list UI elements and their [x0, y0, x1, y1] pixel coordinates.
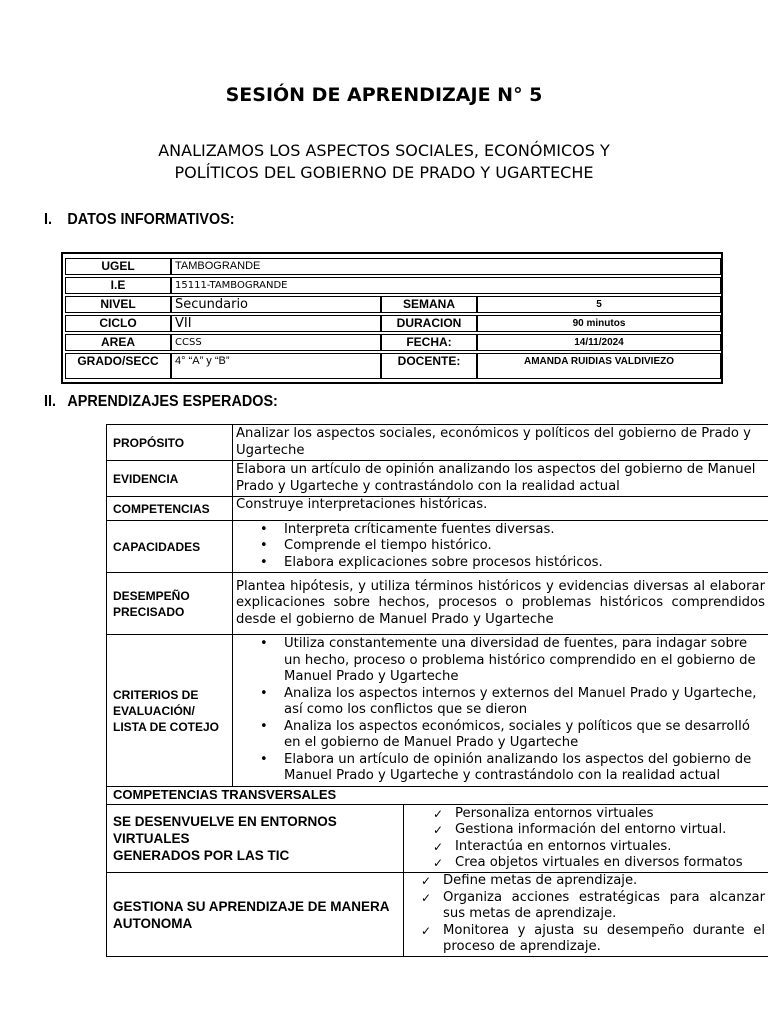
list-item: ✓ Interactúa en entornos virtuales.: [455, 839, 765, 856]
list-item: • Comprende el tiempo histórico.: [284, 538, 765, 555]
list-item: • Analiza los aspectos internos y externos del Manuel Prado y Ugarteche, así como los conflictos que se dieron: [284, 686, 765, 719]
desempeno-text: Plantea hipótesis, y utiliza términos históricos y evidencias diversas al elaborar explicaciones sobre hechos, procesos o problemas históricos comprendidos desde el gobierno de Manuel Prado y Ugarteche: [233, 573, 768, 635]
gestiona-label-line-1: GESTIONA SU APRENDIZAJE DE MANERA: [113, 898, 390, 914]
list-item: ✓ Personaliza entornos virtuales: [455, 806, 765, 823]
tic-label-line-1: SE DESENVUELVE EN ENTORNOS VIRTUALES: [113, 814, 337, 846]
capacidades-cell: [233, 521, 768, 573]
desempeno-label: [107, 573, 233, 635]
competencias-text: Construye interpretaciones históricas.: [233, 497, 768, 521]
tic-list: [407, 806, 765, 872]
list-item: • Utiliza constantemente una diversidad de fuentes, para indagar sobre un hecho, proceso o problema histórico comprendido en el gobierno de Manuel Prado y Ugarteche: [284, 636, 765, 686]
criterios-list: [236, 636, 765, 785]
table-row: [65, 258, 721, 275]
list-item: • Interpreta críticamente fuentes diversas.: [284, 522, 765, 539]
table-row: [107, 805, 768, 873]
ie-value: 15111-TAMBOGRANDE: [171, 277, 721, 294]
fecha-label: FECHA:: [381, 334, 477, 351]
table-row: [107, 873, 768, 957]
section-2-title: APRENDIZAJES ESPERADOS:: [67, 393, 278, 410]
gestiona-cell: [404, 873, 768, 957]
table-row: [65, 296, 721, 313]
table-row: [65, 334, 721, 351]
tic-cell: [404, 805, 768, 873]
criterios-label-line-1: CRITERIOS DE: [113, 687, 199, 702]
gestiona-label-line-2: AUTONOMA: [113, 915, 193, 931]
table-row: [107, 497, 768, 521]
table-row: [107, 461, 768, 497]
area-label: AREA: [65, 334, 171, 351]
grado-label: GRADO/SECC: [65, 353, 171, 379]
docente-value: AMANDA RUIDIAS VALDIVIEZO: [477, 353, 721, 379]
table-row: [107, 635, 768, 787]
session-subtitle: [100, 140, 668, 184]
list-item: • Elabora explicaciones sobre procesos históricos.: [284, 555, 765, 572]
semana-label: SEMANA: [381, 296, 477, 313]
list-item: ✓ Crea objetos virtuales en diversos formatos: [455, 855, 765, 872]
proposito-text: Analizar los aspectos sociales, económicos y políticos del gobierno de Prado y Ugarteche: [233, 425, 768, 461]
capacidades-list: [236, 522, 765, 572]
ciclo-label: CICLO: [65, 315, 171, 332]
page-title: SESIÓN DE APRENDIZAJE N° 5: [225, 84, 543, 106]
semana-value: 5: [477, 296, 721, 313]
evidencia-label: EVIDENCIA: [107, 461, 233, 497]
desempeno-label-line-1: DESEMPEÑO: [113, 588, 190, 603]
grado-value: 4° “A” y “B”: [171, 353, 381, 379]
duracion-value: 90 minutos: [477, 315, 721, 332]
ugel-label: UGEL: [65, 258, 171, 275]
table-row: [107, 787, 768, 805]
proposito-label: PROPÓSITO: [107, 425, 233, 461]
list-item: ✓ Define metas de aprendizaje.: [443, 873, 765, 890]
table-row: [107, 573, 768, 635]
evidencia-text: Elabora un artículo de opinión analizando los aspectos del gobierno de Manuel Prado y Ugarteche y contrastándolo con la realidad actual: [233, 461, 768, 497]
subtitle-line-2: POLÍTICOS DEL GOBIERNO DE PRADO Y UGARTECHE: [174, 163, 594, 182]
ciclo-value: VII: [171, 315, 381, 332]
section-1-title: DATOS INFORMATIVOS:: [67, 211, 235, 228]
section-1-heading: [44, 211, 235, 229]
nivel-value: Secundario: [171, 296, 381, 313]
area-value: CCSS: [171, 334, 381, 351]
section-2-heading: [44, 393, 278, 411]
list-item: ✓ Monitorea y ajusta su desempeño durante el proceso de aprendizaje.: [443, 923, 765, 956]
section-1-number: I.: [44, 211, 53, 228]
aprendizajes-table: [106, 424, 768, 957]
list-item: ✓ Gestiona información del entorno virtual.: [455, 822, 765, 839]
criterios-label: [107, 635, 233, 787]
competencias-label: COMPETENCIAS: [107, 497, 233, 521]
gestiona-list: [407, 873, 765, 956]
desempeno-label-line-2: PRECISADO: [113, 604, 185, 619]
table-row: [65, 315, 721, 332]
list-item: ✓ Organiza acciones estratégicas para alcanzar sus metas de aprendizaje.: [443, 890, 765, 923]
ie-label: I.E: [65, 277, 171, 294]
ugel-value: TAMBOGRANDE: [171, 258, 721, 275]
criterios-label-line-2: EVALUACIÓN/: [113, 703, 195, 718]
fecha-value: 14/11/2024: [477, 334, 721, 351]
section-2-number: II.: [44, 393, 57, 410]
tic-label-line-2: GENERADOS POR LAS TIC: [113, 848, 290, 863]
table-row: [107, 521, 768, 573]
nivel-label: NIVEL: [65, 296, 171, 313]
list-item: • Elabora un artículo de opinión analizando los aspectos del gobierno de Manuel Prado y Ugarteche y contrastándolo con la realidad actual: [284, 752, 765, 785]
table-row: [65, 353, 721, 379]
gestiona-label: [107, 873, 404, 957]
criterios-cell: [233, 635, 768, 787]
datos-informativos-table: [61, 252, 723, 384]
subtitle-line-1: ANALIZAMOS LOS ASPECTOS SOCIALES, ECONÓMICOS Y: [158, 141, 610, 160]
competencias-transversales-heading: COMPETENCIAS TRANSVERSALES: [107, 787, 768, 805]
docente-label: DOCENTE:: [381, 353, 477, 379]
duracion-label: DURACION: [381, 315, 477, 332]
tic-label: [107, 805, 404, 873]
criterios-label-line-3: LISTA DE COTEJO: [113, 719, 220, 734]
list-item: • Analiza los aspectos económicos, sociales y políticos que se desarrolló en el gobierno de Manuel Prado y Ugarteche: [284, 719, 765, 752]
capacidades-label: CAPACIDADES: [107, 521, 233, 573]
table-row: [107, 425, 768, 461]
table-row: [65, 277, 721, 294]
